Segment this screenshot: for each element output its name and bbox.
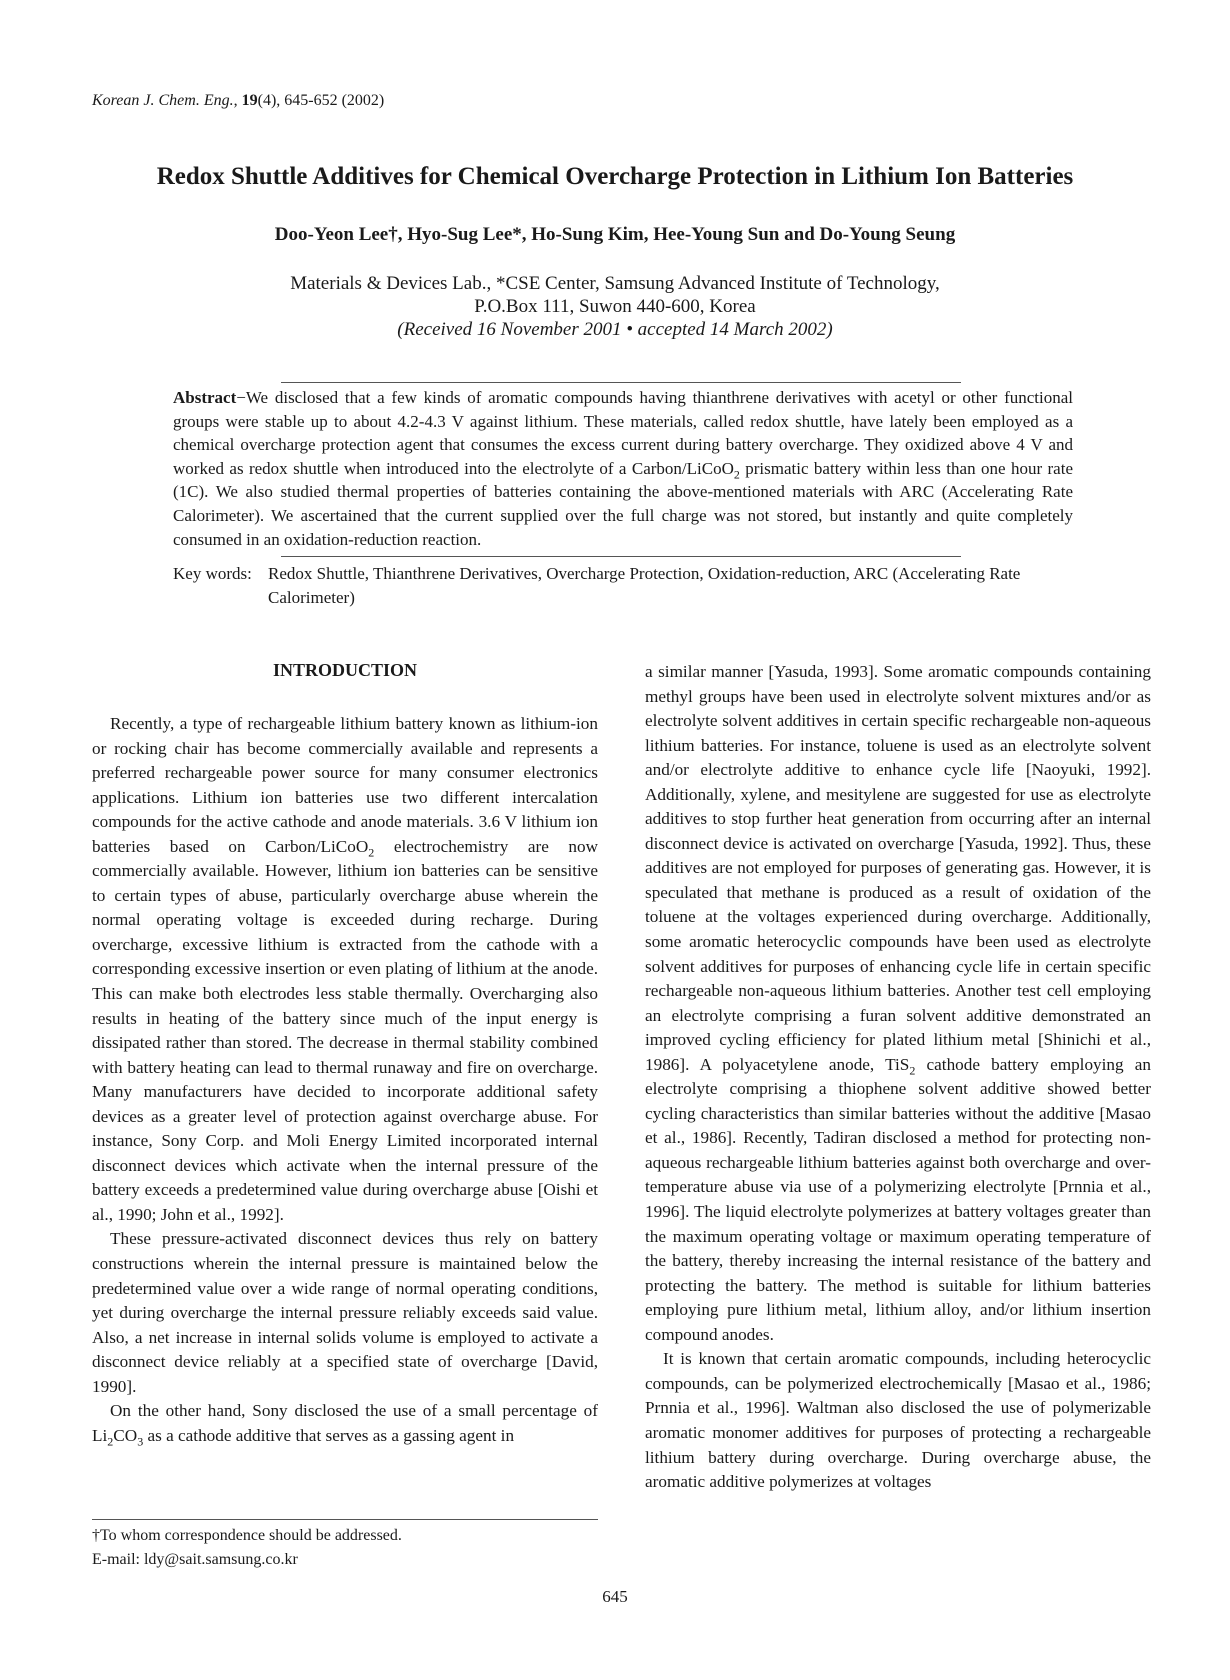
intro-paragraph-1 [92,712,598,1227]
intro-paragraph-2: These pressure-activated disconnect devices thus rely on battery constructions wherein the internal pressure is maintained below the predetermined value over a wide range of normal operating conditions, yet during overcharge the internal pressure reliably exceeds said value. Also, a net increase in internal solids volume is employed to activate a disconnect device reliably at a specified state of overcharge [David, 1990]. [92,1229,598,1396]
section-heading-introduction: INTRODUCTION [272,660,418,680]
intro-p3-text-a: On the other hand, Sony disclosed the use of a small percentage of Li [92,1401,598,1445]
keywords [173,562,1073,609]
intro-p4-text-b: cathode battery employing an electrolyte comprising a thiophene solvent additive showed better cycling characteristics than similar batteries without the additive [Masao et al., 1986]. Recently, Tadiran disclosed a method for protecting non-aqueous rechargeable lithium batteries against both overcharge and over-temperature abuse via use of a polymerizing electrolyte [Prnnia et al., 1996]. The liquid electrolyte polymerizes at battery voltages greater than the maximum operating voltage or maximum operating temperature of the battery, thereby increasing the internal resistance of the battery and protecting the battery. The method is suitable for lithium batteries employing pure lithium metal, lithium alloy, and/or lithium insertion compound anodes. [645,1054,1151,1344]
intro-paragraph-4 [645,660,1151,1347]
page-number: 645 [602,1587,628,1606]
footnote-rule [92,1519,598,1520]
journal-issue-pages: (4), 645-652 (2002) [257,92,385,109]
intro-p1-text-a: Recently, a type of rechargeable lithium battery known as lithium-ion or rocking chair has become commercially available and represents a preferred rechargeable power source for many consumer electronics applications. Lithium ion batteries use two different intercalation compounds for the active cathode and anode materials. 3.6 V lithium ion batteries based on Carbon/LiCoO [92,714,598,856]
abstract-dash: − [236,388,246,407]
abstract-label: Abstract [173,388,237,407]
abstract-text-b: prismatic battery within less than one hour rate (1C). We also studied thermal properties of batteries containing the above-mentioned materials with ARC (Accelerating Rate Calorimeter). We ascertained that the current supplied over the full charge was not stored, but instantly and quite completely consumed in an oxidation-reduction reaction. [173,458,1073,549]
abstract-subscript: 2 [733,467,740,482]
intro-p3-text-c: as a cathode additive that serves as a gassing agent in [143,1425,515,1445]
paper-title: Redox Shuttle Additives for Chemical Overcharge Protection in Lithium Ion Batteries [156,163,1074,190]
keywords-label: Key words: [173,564,252,583]
received-dates: (Received 16 November 2001 • accepted 14 March 2002) [397,319,833,340]
intro-p4-text-a: a similar manner [Yasuda, 1993]. Some aromatic compounds containing methyl groups have been used in electrolyte solvent mixtures and/or as electrolyte solvent additives in certain specific rechargeable non-aqueous lithium batteries. For instance, toluene is used as an electrolyte solvent and/or electrolyte additive to enhance cycle life [Naoyuki, 1992]. Additionally, xylene, and mesitylene are suggested for use as electrolyte additives to stop further heat generation from occurring after an internal disconnect device is activated on overcharge [Yasuda, 1992]. Thus, these additives are not employed for purposes of generating gas. However, it is speculated that methane is produced as a result of oxidation of the toluene at the voltages experienced during overcharge. Additionally, some aromatic heterocyclic compounds have been used as electrolyte solvent additives for purposes of enhancing cycle life in certain specific rechargeable non-aqueous lithium batteries. Another test cell employing an electrolyte comprising a furan solvent additive demonstrated an improved cycling efficiency for plated lithium metal [Shinichi et al., 1986]. A polyacetylene anode, TiS [645,662,1151,1074]
abstract-bottom-rule [281,556,961,557]
intro-paragraph-3 [92,1399,598,1448]
column-right [645,660,1151,1495]
journal-volume: 19 [241,92,258,109]
abstract-text-a: We disclosed that a few kinds of aromatic compounds having thianthrene derivatives with acetyl or other functional groups were stable up to about 4.2-4.3 V against lithium. These materials, called redox shuttle, have lately been employed as a chemical overcharge protection agent that consumes the excess current during battery overcharge. They oxidized above 4 V and worked as redox shuttle when introduced into the electrolyte of a Carbon/LiCoO [173,388,1073,478]
keywords-text: Redox Shuttle, Thianthrene Derivatives, Overcharge Protection, Oxidation-reduction, ARC (Accelerating Rate Calorimeter) [268,564,1021,607]
column-left [92,712,598,1448]
intro-paragraph-5: It is known that certain aromatic compounds, including heterocyclic compounds, can be polymerized electrochemically [Masao et al., 1986; Prnnia et al., 1996]. Waltman also disclosed the use of polymerizable aromatic monomer additives for purposes of protecting a rechargeable lithium battery during overcharge. During overcharge abuse, the aromatic additive polymerizes at voltages [645,1349,1151,1492]
affiliation-line-2: P.O.Box 111, Suwon 440-600, Korea [474,296,756,317]
intro-p4-subscript: 2 [909,1063,916,1078]
journal-name: Korean J. Chem. Eng. [92,92,234,109]
affiliation-line-1: Materials & Devices Lab., *CSE Center, Samsung Advanced Institute of Technology, [290,273,940,294]
footnote-correspondence: †To whom correspondence should be addressed. [92,1527,402,1544]
abstract-top-rule [281,382,961,383]
intro-p1-text-b: electrochemistry are now commercially available. However, lithium ion batteries can be sensitive to certain types of abuse, particularly overcharge abuse wherein the normal operating voltage is exceeded during recharge. During overcharge, excessive lithium is extracted from the cathode with a corresponding excessive insertion or even plating of lithium at the anode. This can make both electrodes less stable thermally. Overcharging also results in heating of the battery since much of the input energy is dissipated rather than stored. The decrease in thermal stability combined with battery heating can lead to thermal runaway and fire on overcharge. Many manufacturers have decided to incorporate additional safety devices as a greater level of protection against overcharge abuse. For instance, Sony Corp. and Moli Energy Limited incorporated internal disconnect devices which activate when the internal pressure of the battery exceeds a predetermined value during overcharge abuse [Oishi et al., 1990; John et al., 1992]. [92,836,598,1224]
journal-citation: Korean J. Chem. Eng., 19(4), 645-652 (2002) [92,92,385,109]
intro-p3-text-b: CO [113,1425,138,1445]
footnote [92,1524,402,1572]
abstract [173,386,1073,551]
intro-p1-subscript: 2 [368,845,375,860]
intro-p3-subscript-2: 3 [137,1434,144,1449]
footnote-email: E-mail: ldy@sait.samsung.co.kr [92,1551,298,1568]
intro-p3-subscript-1: 2 [107,1434,114,1449]
affiliation [0,272,1230,341]
author-list: Doo-Yeon Lee†, Hyo-Sug Lee*, Ho-Sung Kim, Hee-Young Sun and Do-Young Seung [274,224,956,245]
